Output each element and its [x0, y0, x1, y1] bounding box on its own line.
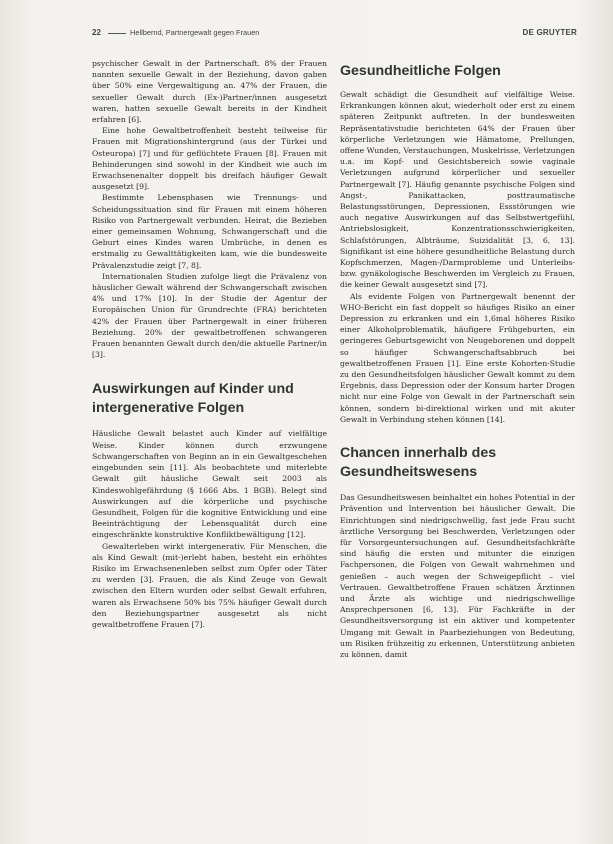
paragraph: Häusliche Gewalt belastet auch Kinder auf vielfältige Weise. Kinder können durch erzwungene Schwangerschaften von Beginn an in ein Gewaltgeschehen eingebunden sein [11]. Als beobachtete und miterlebte Gewalt gilt häusliche Gewalt seit 2003 als Kindeswohlgefährdung (§ 1666 Abs. 1 BGB). Belegt sind Auswirkungen auf die körperliche und psychische Gesundheit, Folgen für die kognitive Entwicklung und eine Beeinträchtigung der Lebensqualität durch eine eingeschränkte konstruktive Konfliktbewältigung [12].	[92, 429, 327, 540]
paragraph: Als evidente Folgen von Partnergewalt benennt der WHO-Bericht ein fast doppelt so häufiges Risiko an einer Depression zu erkranken und ein 1,6mal höheres Risiko einer Alkoholproblematik, häufigere Frühgeburten, ein geringeres Geburtsgewicht von Neugeborenen und doppelt so häufiger Schwangerschaftsabbruch bei gewaltbetroffenen Frauen [1]. Eine erste Kohorten-Studie zu den Gesundheitsfolgen häuslicher Gewalt kommt zu dem Ergebnis, dass Depression oder der Konsum harter Drogen nicht nur eine Folge von Gewalt in der Partnerschaft sein können, sondern bi-direktional wirken und mit akuter Gewalt in Verbindung stehen können [14].	[340, 291, 575, 424]
right-column	[340, 58, 575, 660]
paragraph: psychischer Gewalt in der Partnerschaft. 8% der Frauen nannten sexuelle Gewalt in der Beziehung, davon gaben über 50% eine Vergewaltigung an. 47% der Frauen, die sexueller Gewalt durch (Ex-)Partner/innen ausgesetzt waren, hatten sexuelle Gewalt bereits in der Kindheit erfahren [6].	[92, 59, 327, 125]
page-number: 22	[92, 28, 101, 37]
paragraph: Bestimmte Lebensphasen wie Trennungs- und Scheidungssituation sind für Frauen mit einem höheren Risiko von Partnergewalt verbunden. Heirat, die Bezieben einer gemeinsamen Wohnung, Schwangerschaft und die Geburt eines Kindes waren Umbrüche, in denen es erstmalig zu Gewalttätigkeiten kam, wie die bundesweite Prävalenzstudie zeigt [7, 8].	[92, 193, 327, 270]
publisher-name: DE GRUYTER	[522, 28, 577, 37]
section-heading-children: Auswirkungen auf Kinder und intergenerative Folgen	[92, 381, 294, 417]
header-rule	[108, 33, 126, 34]
page-header	[92, 27, 577, 41]
paragraph: Internationalen Studien zufolge liegt die Prävalenz von häuslicher Gewalt während der Schwangerschaft zwischen 4% und 17% [10]. In der Studie der Agentur der Europäischen Union für Grundrechte (FRA) berichteten 42% der Frauen über Partnergewalt in einer früheren Beziehung. 20% der gewaltbetroffenen schwangeren Frauen benannten Gewalt durch den/die aktuelle Partner/in [3].	[92, 271, 327, 360]
left-column	[92, 58, 327, 630]
section-heading-chances: Chancen innerhalb des Gesundheitswesens	[340, 445, 497, 481]
paragraph: Gewalt schädigt die Gesundheit auf vielfältige Weise. Erkrankungen können akut, wiederholt oder erst zu einem späteren Zeitpunkt auftreten. In der bundesweiten Repräsentativstudie berichteten 64% der Frauen über körperliche Verletzungen wie Hämatome, Prellungen, offene Wunden, Verstauchungen, Muskelrisse, Verletzungen u.a. im Kopf- und Gesichtsbereich sowie vaginale Verletzungen aufgrund körperlicher und sexueller Partnergewalt [7]. Häufig genannte psychische Folgen sind Angst-, Panikattacken, posttraumatische Belastungsstörungen, Depressionen, Essstörungen wie auch negative Auswirkungen auf das Selbstwertgefühl, Antriebslosigkeit, Konzentrationsschwierigkeiten, Schlafstörungen, Albträume, Suizidalität [3, 6, 13]. Signifikant ist eine höhere gesundheitliche Belastung durch Kopfschmerzen, Magen-/Darmprobleme und Unterleibs- bzw. gynäkologische Beschwerden im Vergleich zu Frauen, die keiner Gewalt ausgesetzt sind [7].	[340, 90, 575, 290]
paragraph: Eine hohe Gewaltbetroffenheit besteht teilweise für Frauen mit Migrationshintergrund (aus der Türkei und Osteuropa) [7] und für geflüchtete Frauen [8]. Frauen mit Behinderungen sind sowohl in der Kindheit wie auch im Erwachsenenalter doppelt bis dreifach häufiger Gewalt ausgesetzt [9].	[92, 126, 327, 192]
running-head: Hellbernd, Partnergewalt gegen Frauen	[130, 28, 260, 37]
paragraph: Das Gesundheitswesen beinhaltet ein hohes Potential in der Prävention und Intervention bei häuslicher Gewalt. Die Einrichtungen sind niedrigschwellig, fast jede Frau sucht ärztliche Versorgung bei Beschwerden, Verletzungen oder für Vorsorgeuntersuchungen auf. Gesundheitsfachkräfte sind häufig die ersten und mitunter die einzigen Fachpersonen, die Folgen von Gewalt wahrnehmen und genießen – auch wegen der Schweigepflicht – viel Vertrauen. Gewaltbetroffene Frauen schätzen Ärztinnen und Ärzte als wichtige und niedrigschwellige Ansprechpersonen [6, 13]. Für Fachkräfte in der Gesundheitsversorgung ist ein aktiver und kompetenter Umgang mit Gewalt in Paarbeziehungen von Bedeutung, um Risiken frühzeitig zu erkennen, Unterstützung anbieten zu können, damit	[340, 493, 575, 659]
section-heading-health: Gesundheitliche Folgen	[340, 63, 501, 79]
paragraph: Gewalterleben wirkt intergenerativ. Für Menschen, die als Kind Gewalt (mit-)erlebt haben, besteht ein erhöhtes Risiko im Erwachsenenleben selbst zum Opfer oder Täter zu werden [3]. Frauen, die als Kind Zeuge von Gewalt zwischen den Eltern wurden oder selbst Gewalt erfuhren, waren als Erwachsene 50% bis 75% häufiger Gewalt durch den Beziehungspartner ausgesetzt als nicht gewaltbetroffene Frauen [7].	[92, 541, 327, 629]
